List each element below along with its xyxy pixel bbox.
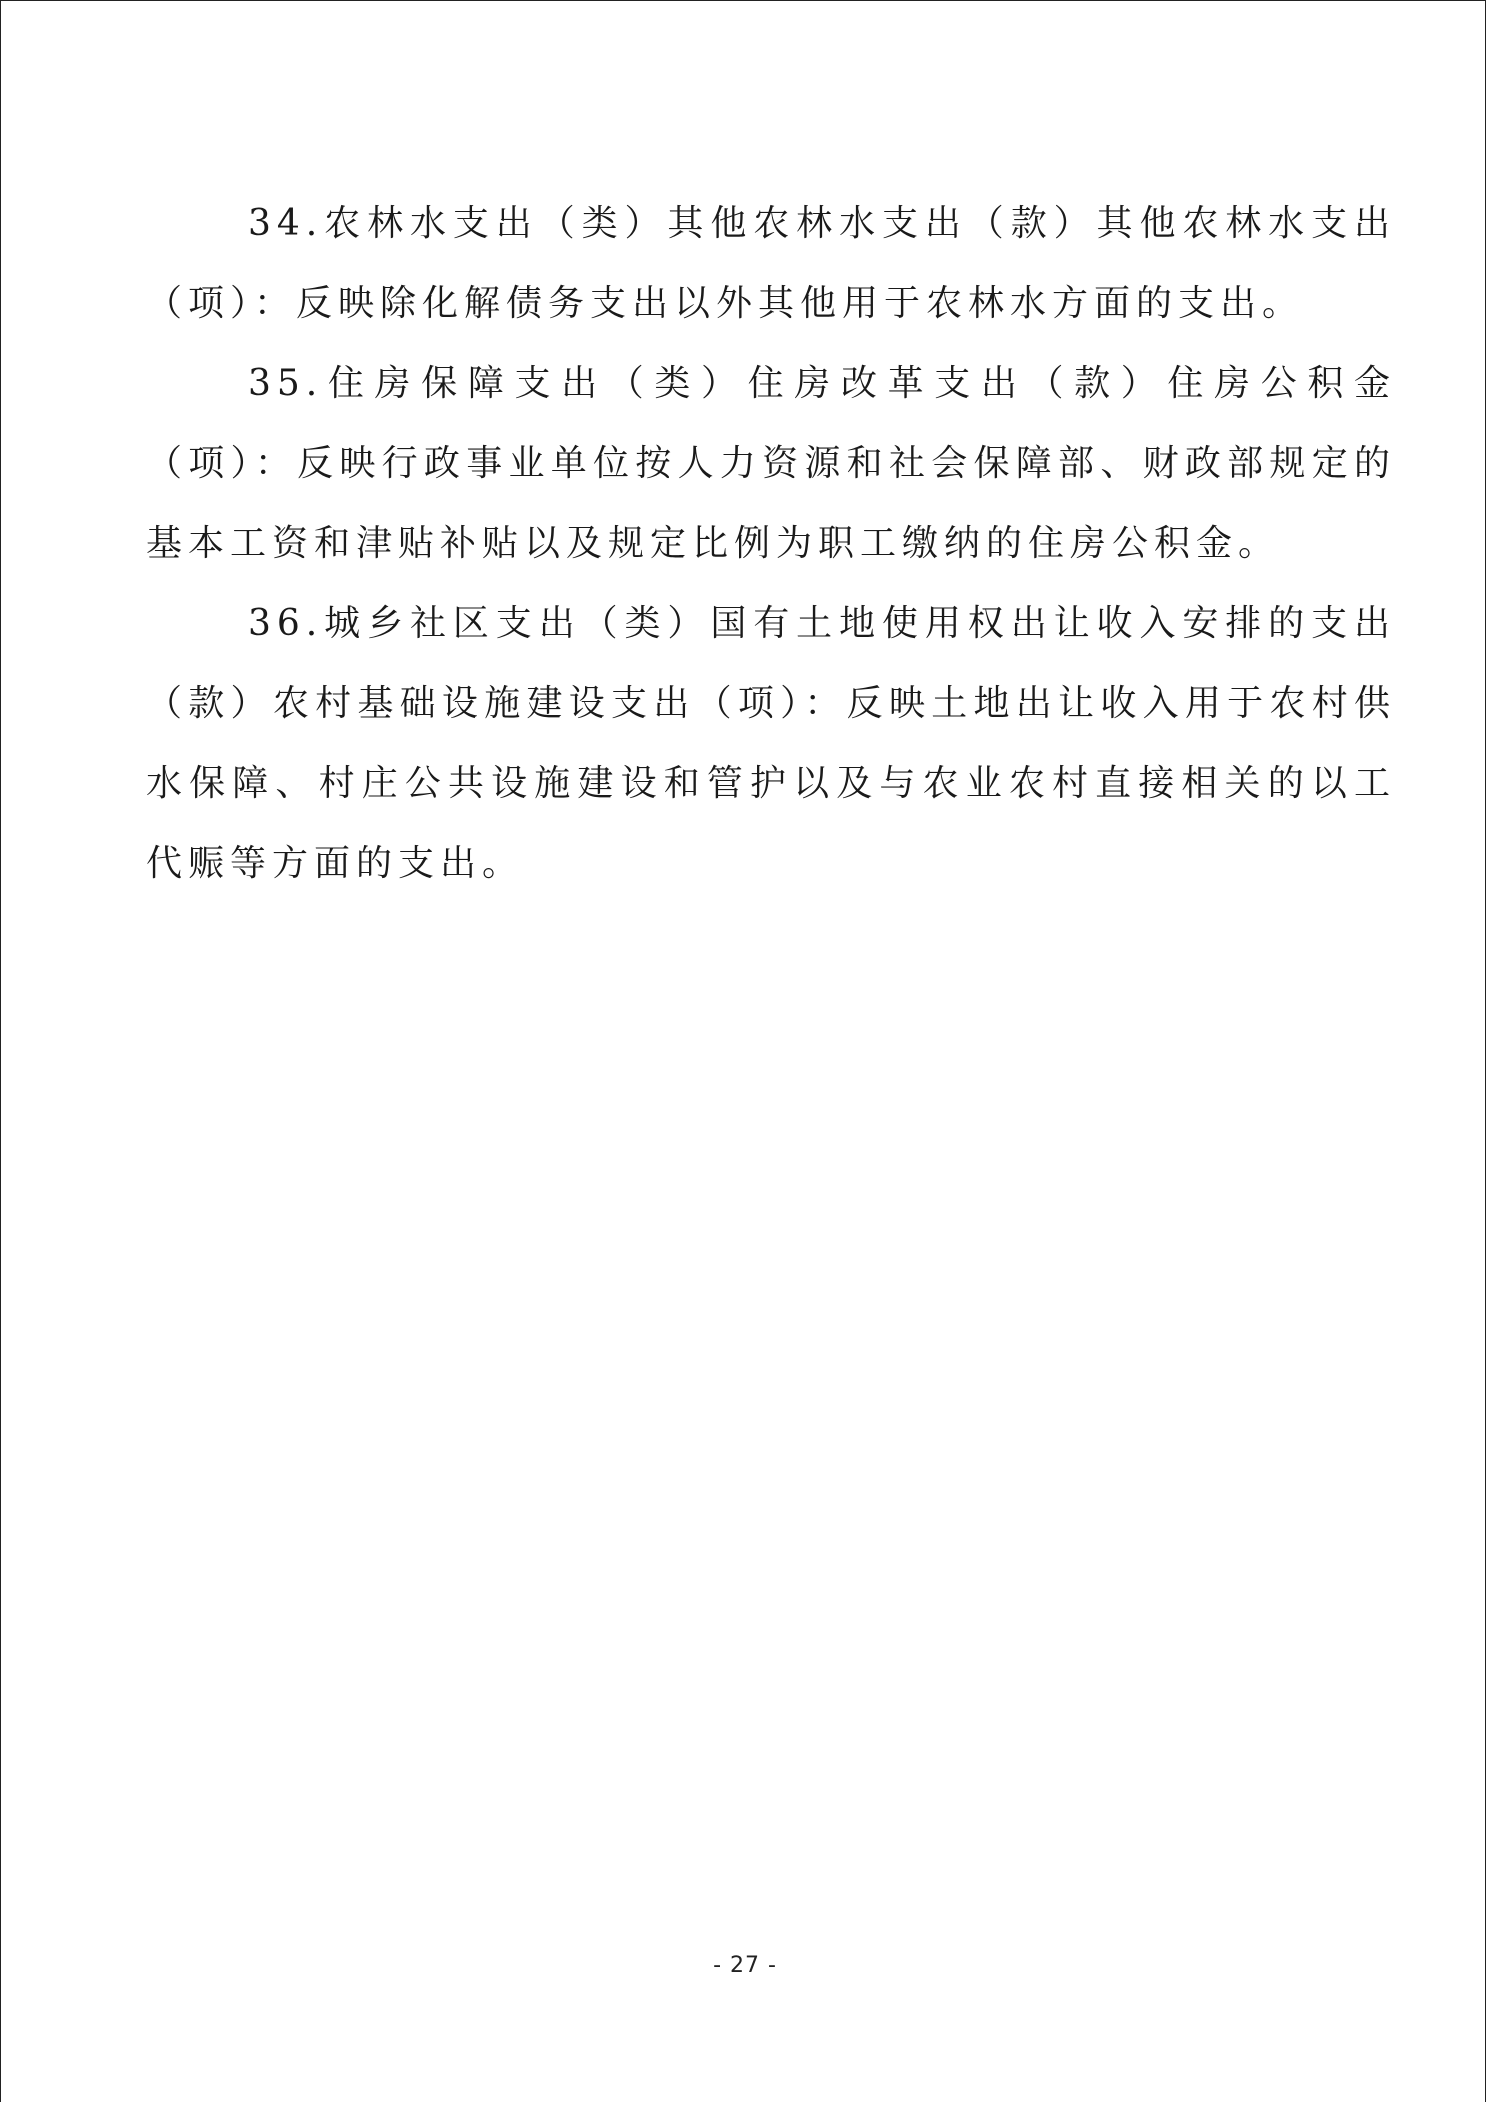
paragraph-item-34: 34.农林水支出（类）其他农林水支出（款）其他农林水支出（项）：反映除化解债务支出以外其他用于农林水方面的支出。 <box>146 203 1396 324</box>
document-body <box>146 184 1396 904</box>
page-number: - 27 - <box>713 1953 777 1978</box>
paragraph-item-36: 36.城乡社区支出（类）国有土地使用权出让收入安排的支出（款）农村基础设施建设支出（项）：反映土地出让收入用于农村供水保障、村庄公共设施建设和管护以及与农业农村直接相关的以工代赈等方面的支出。 <box>146 603 1396 884</box>
paragraph-item-35: 35.住房保障支出（类）住房改革支出（款）住房公积金（项）：反映行政事业单位按人力资源和社会保障部、财政部规定的 基本工资和津贴补贴以及规定比例为职工缴纳的住房公积金。 <box>146 363 1396 564</box>
